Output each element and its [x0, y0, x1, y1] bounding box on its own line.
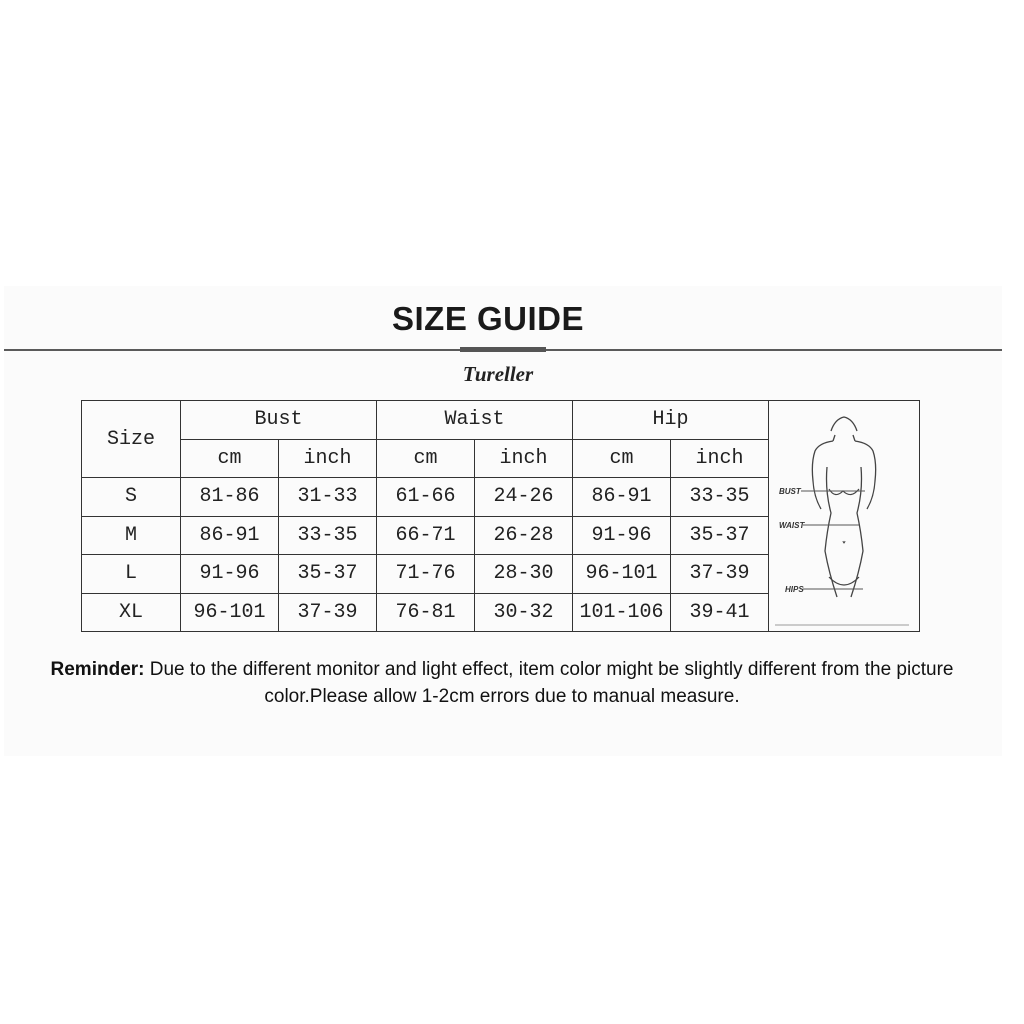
value-cell: 30-32 — [475, 593, 573, 632]
unit-header: inch — [671, 439, 769, 478]
value-cell: 33-35 — [279, 516, 377, 555]
page-title: SIZE GUIDE — [391, 300, 585, 337]
hip-group-header: Hip — [573, 401, 769, 440]
title-divider-accent — [460, 347, 546, 352]
value-cell: 37-39 — [671, 555, 769, 594]
value-cell: 28-30 — [475, 555, 573, 594]
value-cell: 91-96 — [573, 516, 671, 555]
value-cell: 86-91 — [181, 516, 279, 555]
unit-header: cm — [181, 439, 279, 478]
value-cell: 66-71 — [377, 516, 475, 555]
reminder-text: Due to the different monitor and light effect, item color might be slightly different from the picture color.Please allow 1-2cm errors due to manual measure. — [144, 659, 954, 707]
value-cell: 35-37 — [279, 555, 377, 594]
unit-header: cm — [377, 439, 475, 478]
value-cell: 81-86 — [181, 478, 279, 517]
reminder-note — [20, 656, 984, 710]
value-cell: 33-35 — [671, 478, 769, 517]
size-cell: L — [82, 555, 181, 594]
size-column-header: Size — [82, 401, 181, 478]
size-cell: S — [82, 478, 181, 517]
value-cell: 31-33 — [279, 478, 377, 517]
value-cell: 24-26 — [475, 478, 573, 517]
value-cell: 96-101 — [573, 555, 671, 594]
value-cell: 37-39 — [279, 593, 377, 632]
bust-label: BUST — [779, 487, 801, 496]
table-header-row — [82, 401, 920, 440]
size-cell: XL — [82, 593, 181, 632]
unit-header: cm — [573, 439, 671, 478]
waist-label: WAIST — [779, 521, 805, 530]
unit-header: inch — [475, 439, 573, 478]
bust-group-header: Bust — [181, 401, 377, 440]
brand-name: Tureller — [462, 362, 534, 386]
value-cell: 96-101 — [181, 593, 279, 632]
value-cell: 71-76 — [377, 555, 475, 594]
value-cell: 39-41 — [671, 593, 769, 632]
value-cell: 26-28 — [475, 516, 573, 555]
value-cell: 61-66 — [377, 478, 475, 517]
size-table — [81, 400, 920, 632]
value-cell: 86-91 — [573, 478, 671, 517]
hips-label: HIPS — [785, 585, 804, 594]
size-cell: M — [82, 516, 181, 555]
waist-group-header: Waist — [377, 401, 573, 440]
value-cell: 76-81 — [377, 593, 475, 632]
body-measurement-figure — [769, 401, 920, 632]
value-cell: 35-37 — [671, 516, 769, 555]
reminder-label: Reminder: — [50, 659, 145, 680]
value-cell: 101-106 — [573, 593, 671, 632]
value-cell: 91-96 — [181, 555, 279, 594]
unit-header: inch — [279, 439, 377, 478]
body-outline-icon — [769, 401, 919, 631]
